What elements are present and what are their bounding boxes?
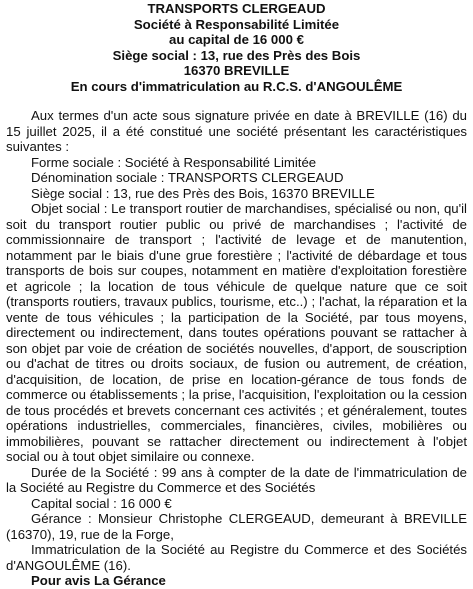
immatriculation: Immatriculation de la Société au Registre du Commerce et des Sociétés d'ANGOULÊME (16).: [6, 542, 467, 573]
notice-body: [6, 108, 467, 589]
intro-paragraph: Aux termes d'un acte sous signature privée en date à BREVILLE (16) du 15 juillet 2025, il a été constitué une société présentant les caractéristiques suivantes :: [6, 108, 467, 154]
denomination-sociale: Dénomination sociale : TRANSPORTS CLERGEAUD: [31, 170, 344, 185]
forme-sociale: Forme sociale : Société à Responsabilité Limitée: [31, 154, 317, 170]
registration-status: En cours d'immatriculation au R.C.S. d'ANGOULÊME: [70, 78, 403, 94]
gerance: Gérance : Monsieur Christophe CLERGEAUD, demeurant à BREVILLE (16370), 19, rue de la Forge,: [6, 511, 467, 542]
siege-social: Siège social : 13, rue des Près des Bois, 16370 BREVILLE: [31, 185, 375, 201]
company-capital: au capital de 16 000 €: [169, 32, 304, 47]
duree-societe: Durée de la Société : 99 ans à compter de la date de l'immatriculation de la Société au Registre du Commerce et des Sociétés: [6, 464, 467, 495]
objet-social: Objet social : Le transport routier de marchandises, spécialisé ou non, qu'il soit du transport routier public ou privé de marchandises ; l'activité de commissionnaire de transport ; l'activité de levage et de manutention, notamment par le biais d'une grue forestière ; l'activité de débardage et tous transports de bois sur coupes, notamment en matière d'exploitation forestière et agricole ; la location de tous véhicule de quelque nature que ce soit (transports routiers, travaux publics, tourisme, etc..) ; l'achat, la réparation et la vente de tous véhicules ; la participation de la Société, par tous moyens, directement ou indirectement, dans toutes opérations pouvant se rattacher à son objet par voie de création de sociétés nouvelles, d'apport, de souscription ou d'achat de titres ou droits sociaux, de fusion ou autrement, de création, d'acquisition, de location, de prise en location-gérance de tous fonds de commerce ou établissements ; la prise, l'acquisition, l'exploitation ou la cession de tous procédés et brevets concernant ces activités ; et généralement, toutes opérations industrielles, commerciales, financières, civiles, mobilières ou immobilières, pouvant se rattacher directement ou indirectement à l'objet social ou à tout objet similaire ou connexe.: [6, 201, 467, 464]
notice-header: [6, 1, 467, 94]
seat-city: 16370 BREVILLE: [183, 63, 290, 78]
seat-street: Siège social : 13, rue des Près des Bois: [112, 47, 361, 63]
company-form: Société à Responsabilité Limitée: [133, 16, 340, 32]
company-name: TRANSPORTS CLERGEAUD: [147, 1, 326, 16]
signature: Pour avis La Gérance: [31, 573, 166, 588]
capital-social: Capital social : 16 000 €: [31, 495, 172, 511]
